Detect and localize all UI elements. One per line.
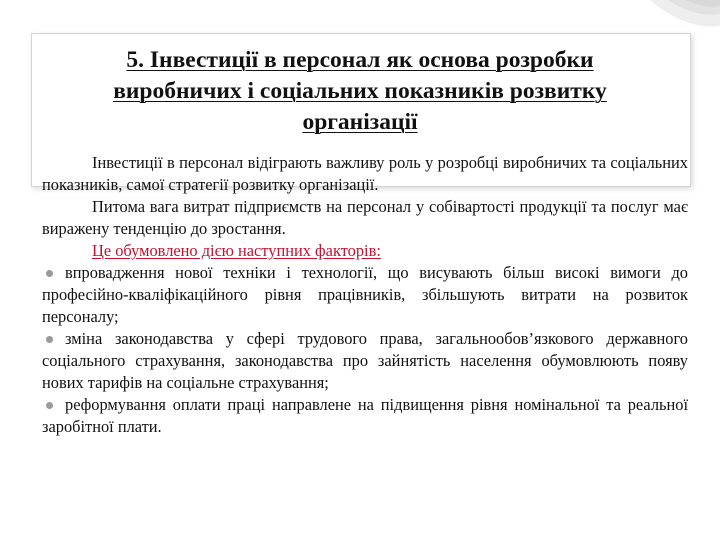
title-line-1: 5. Інвестиції в персонал як основа розробки [126, 47, 594, 73]
bullet-item-technology [42, 262, 688, 328]
bullet-dot-icon [46, 336, 53, 343]
paragraph-investments-role: Інвестиції в персонал відіграють важливу роль у розробці виробничих та соціальних показників, самої стратегії розвитку організації. [42, 153, 688, 194]
bullet-dot-icon [46, 402, 53, 409]
title-line-2: виробничих і соціальних показників розвитку [113, 78, 607, 104]
slide-title [36, 45, 684, 138]
factors-heading: Це обумовлено дією наступних факторів: [92, 241, 381, 260]
paragraph-cost-share: Питома вага витрат підприємств на персонал у собівартості продукції та послуг має виражену тенденцію до зростання. [42, 197, 688, 238]
bullet-text: реформування оплати праці направлене на підвищення рівня номінальної та реальної заробітної плати. [42, 395, 688, 436]
bullet-item-wage-reform [42, 394, 688, 438]
bullet-text: впровадження нової техніки і технології, що висувають більш високі вимоги до професійно-кваліфікаційного рівня працівників, збільшують витрати на розвиток персоналу; [42, 263, 688, 326]
bullet-item-legislation [42, 328, 688, 394]
bullet-dot-icon [46, 270, 53, 277]
slide-body [42, 152, 688, 438]
title-line-3: організації [302, 109, 418, 135]
bullet-text: зміна законодавства у сфері трудового права, загальнообов’язкового державного соціального страхування, законодавства про зайнятість населення обумовлюють появу нових тарифів на соціальне страхування; [42, 329, 688, 392]
